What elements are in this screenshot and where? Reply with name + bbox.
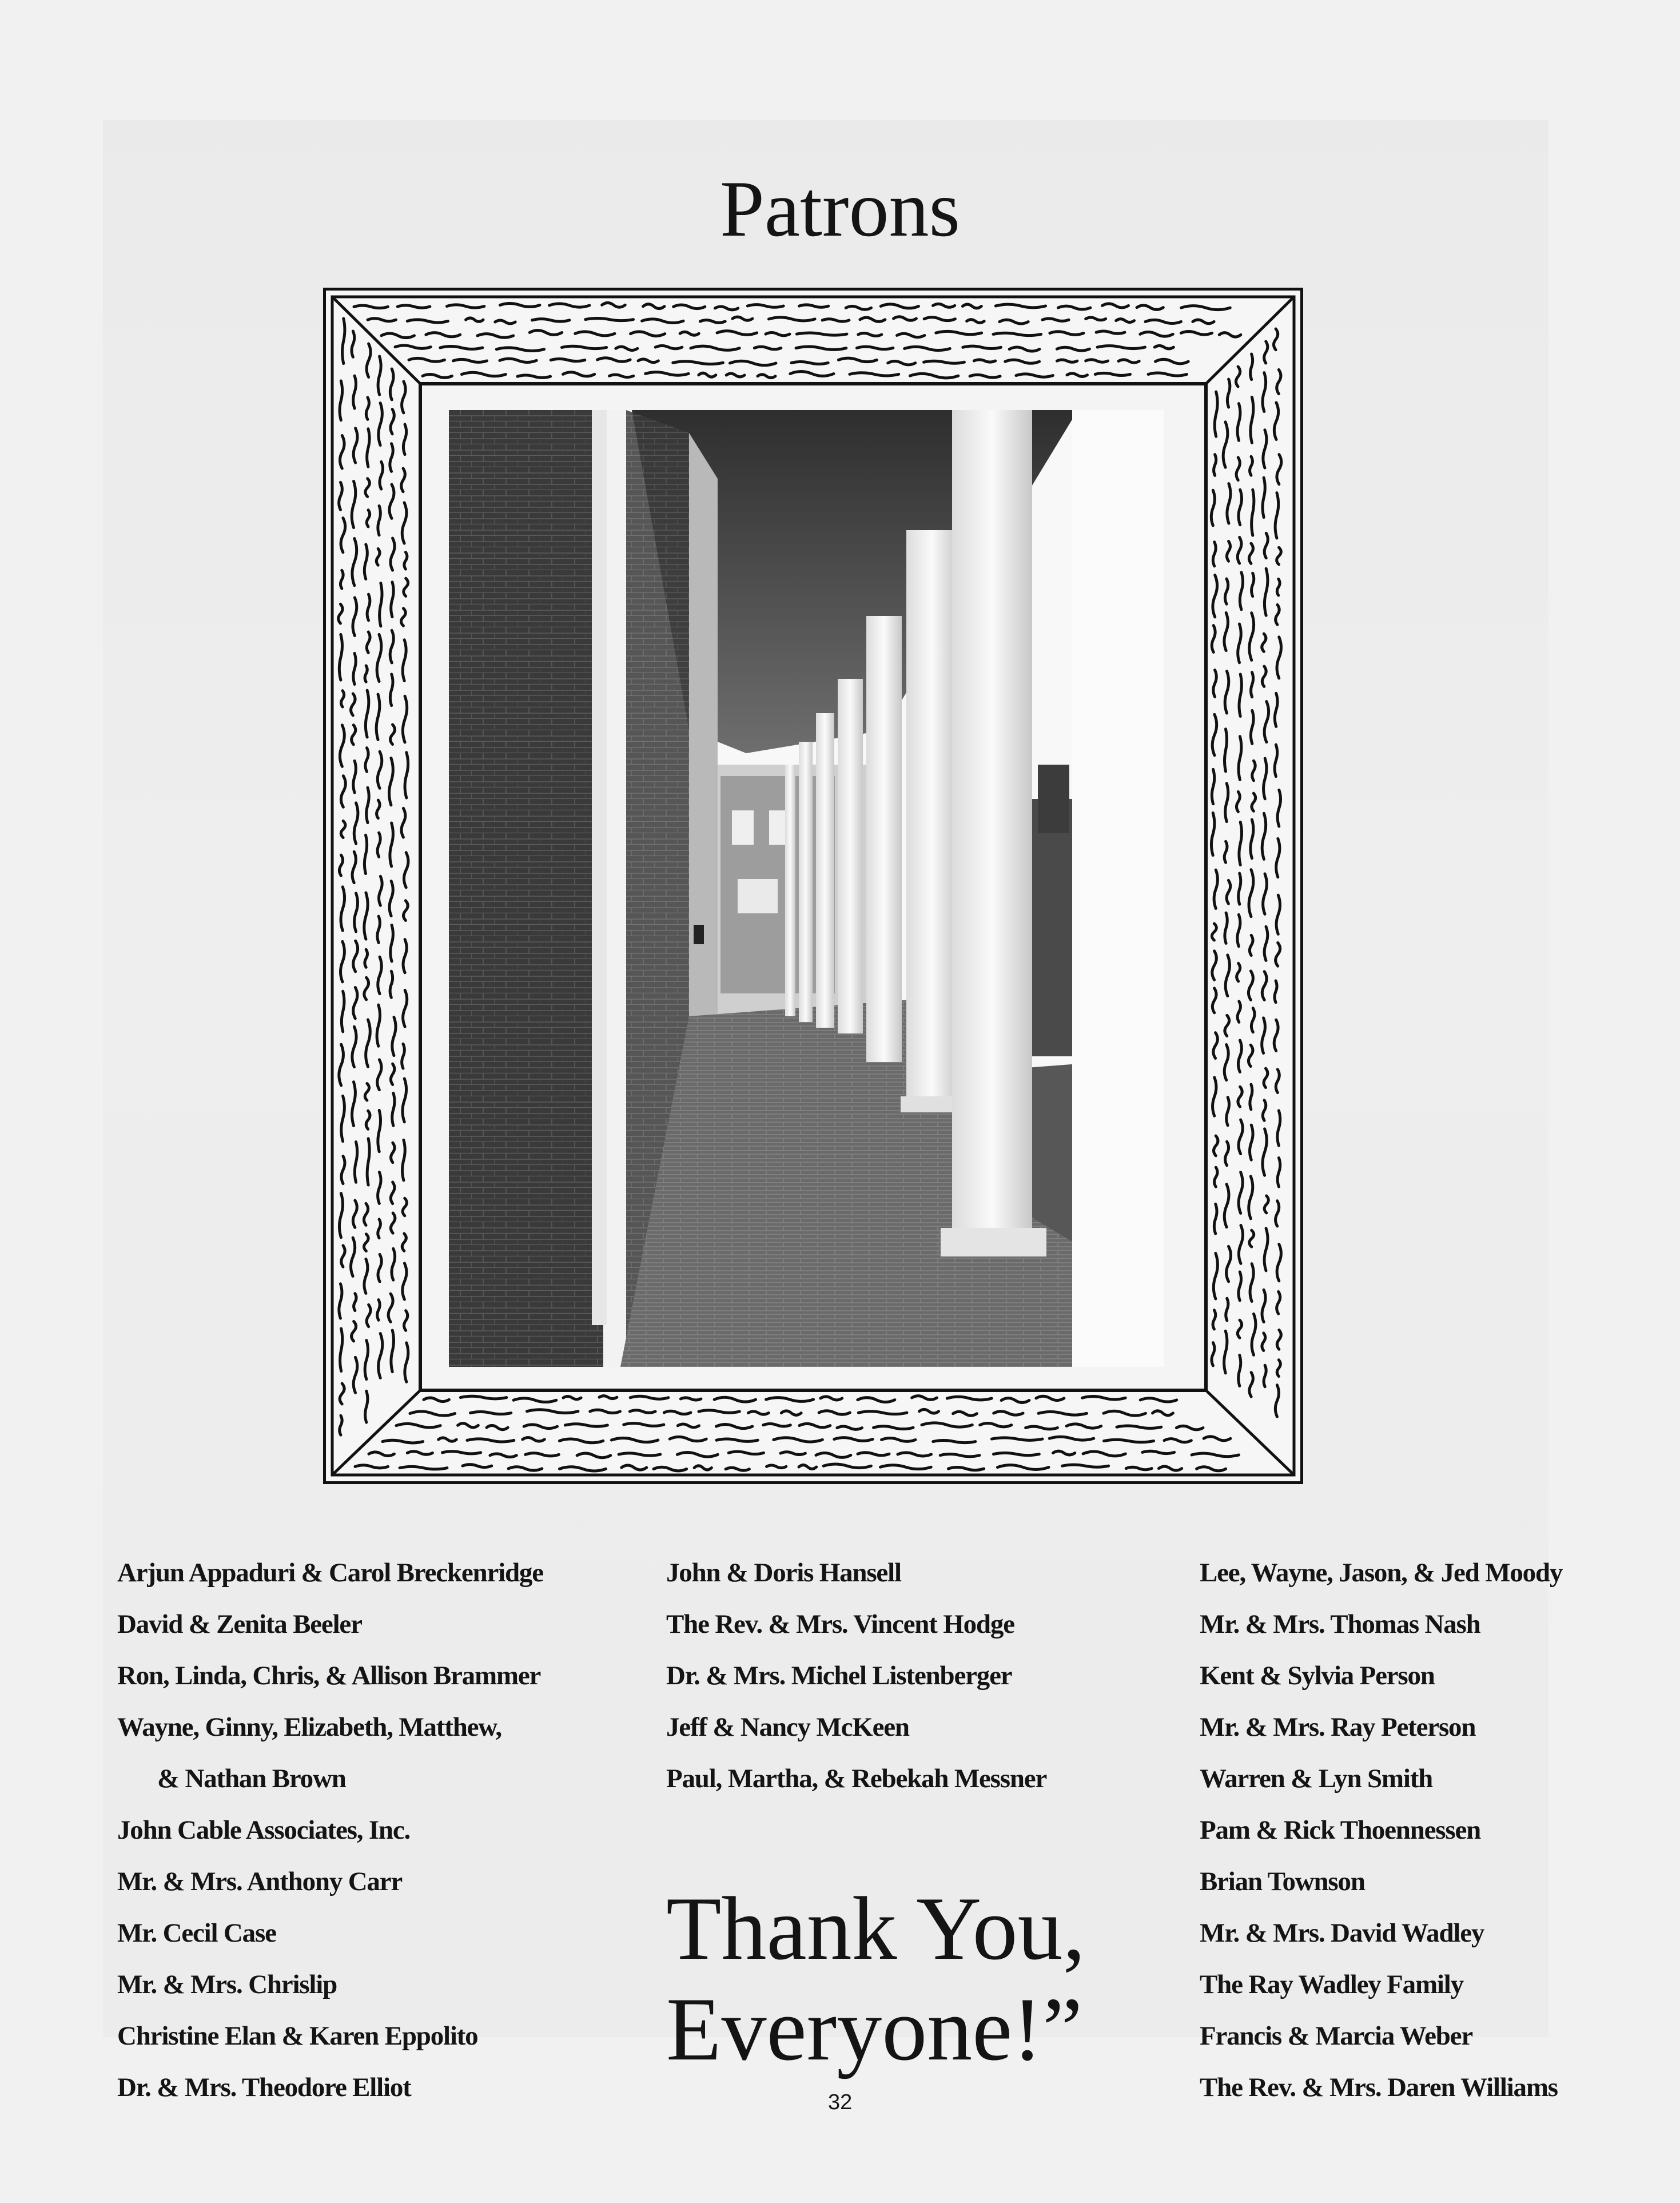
- patrons-column-3: [1200, 1547, 1562, 2113]
- list-item: The Rev. & Mrs. Vincent Hodge: [666, 1609, 1014, 1639]
- list-item: Kent & Sylvia Person: [1200, 1661, 1435, 1691]
- list-item: The Rev. & Mrs. Daren Williams: [1200, 2073, 1558, 2102]
- list-item: Arjun Appaduri & Carol Breckenridge: [117, 1558, 543, 1588]
- list-item: Paul, Martha, & Rebekah Messner: [666, 1764, 1047, 1794]
- list-item: Christine Elan & Karen Eppolito: [117, 2021, 478, 2051]
- list-item: Warren & Lyn Smith: [1200, 1764, 1433, 1794]
- list-item: Pam & Rick Thoennessen: [1200, 1815, 1481, 1845]
- thank-you-line-2: Everyone!”: [666, 1979, 1083, 2079]
- patrons-column-2: [666, 1547, 1046, 1804]
- patrons-column-1: [117, 1547, 543, 2113]
- list-item: Dr. & Mrs. Theodore Elliot: [117, 2073, 411, 2102]
- list-item: Mr. & Mrs. Chrislip: [117, 1970, 337, 1999]
- thank-you-line-1: Thank You,: [666, 1879, 1086, 1979]
- list-item: Brian Townson: [1200, 1867, 1365, 1896]
- list-item: John Cable Associates, Inc.: [117, 1815, 411, 1845]
- list-item: Wayne, Ginny, Elizabeth, Matthew,: [117, 1712, 501, 1742]
- list-item: David & Zenita Beeler: [117, 1609, 362, 1639]
- list-item: Francis & Marcia Weber: [1200, 2021, 1472, 2051]
- list-item: Mr. & Mrs. Anthony Carr: [117, 1867, 403, 1896]
- list-item: Mr. & Mrs. Ray Peterson: [1200, 1712, 1476, 1742]
- list-item: Mr. & Mrs. David Wadley: [1200, 1918, 1484, 1948]
- list-item: The Ray Wadley Family: [1200, 1970, 1463, 1999]
- list-item: Mr. & Mrs. Thomas Nash: [1200, 1609, 1480, 1639]
- colonnade-photo: [449, 410, 1164, 1367]
- page-number: 32: [828, 2090, 853, 2114]
- list-item: & Nathan Brown: [157, 1764, 346, 1794]
- list-item: Lee, Wayne, Jason, & Jed Moody: [1200, 1558, 1563, 1588]
- list-item: Mr. Cecil Case: [117, 1918, 276, 1948]
- list-item: Jeff & Nancy McKeen: [666, 1712, 909, 1742]
- list-item: John & Doris Hansell: [666, 1558, 901, 1588]
- list-item: Dr. & Mrs. Michel Listenberger: [666, 1661, 1012, 1691]
- thank-you-message: [666, 1879, 1085, 2080]
- page-title: Patrons: [720, 165, 960, 253]
- list-item: Ron, Linda, Chris, & Allison Brammer: [117, 1661, 541, 1691]
